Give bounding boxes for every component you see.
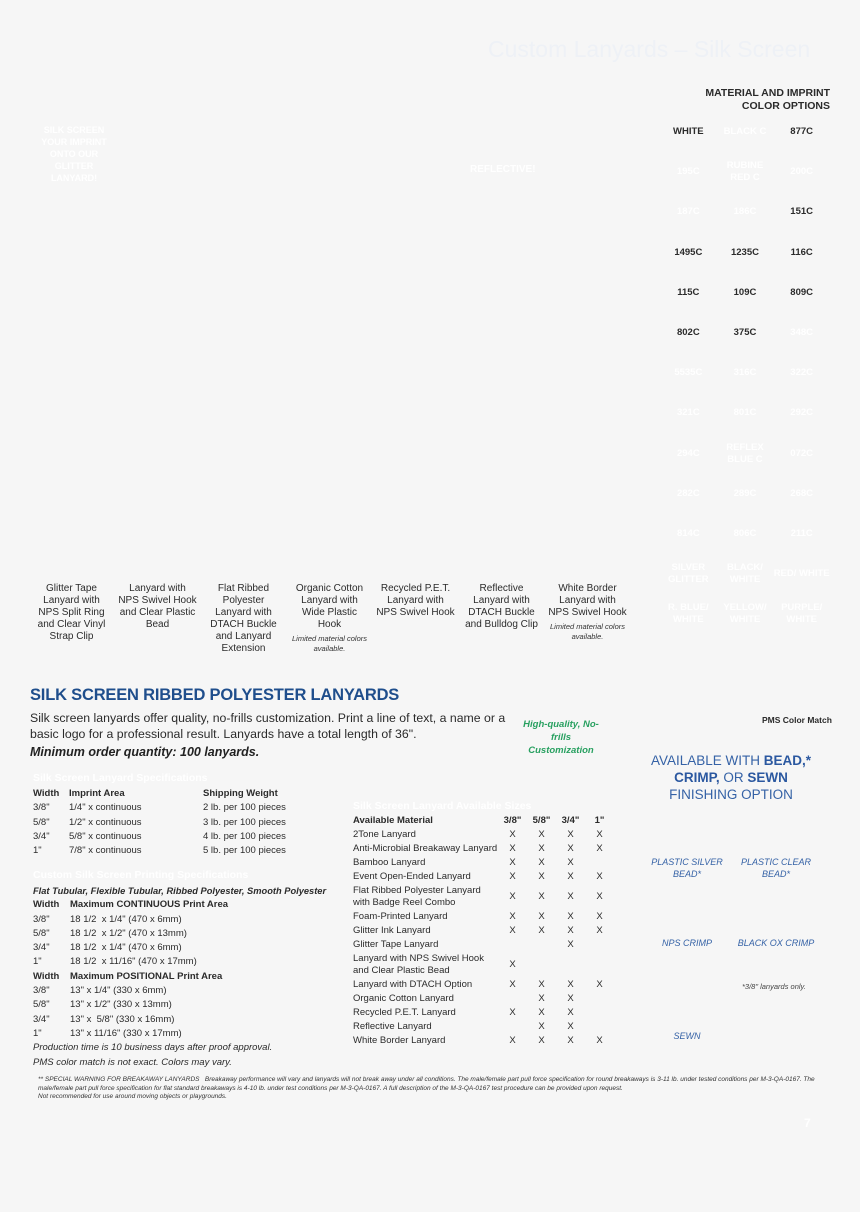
size-availability: X [567,979,574,990]
heading-line-2: COLOR OPTIONS [741,100,830,112]
size-availability: X [509,979,516,990]
size-availability [498,1020,527,1034]
section-title: SILK SCREEN RIBBED POLYESTER LANYARDS [30,686,400,704]
print-area-row [33,1027,333,1041]
color-swatch-label: WHITE [673,126,704,138]
table-row [33,830,286,844]
size-availability: X [538,1021,545,1032]
material-name: 2Tone Lanyard [353,829,416,840]
table-row [353,978,614,992]
size-availability: X [567,843,574,854]
material-name: Organic Cotton Lanyard [353,993,454,1004]
size-availability [585,992,614,1006]
material-name: White Border Lanyard [353,1035,446,1046]
size-availability [556,952,585,978]
size-availability: X [538,925,545,936]
color-swatch-label: PURPLE/ WHITE [781,602,823,626]
product-caption [286,583,373,655]
width-label: Width [33,899,60,911]
table-cell: 3/4" [33,830,50,842]
table-row [353,1020,614,1034]
size-availability: X [538,911,545,922]
size-availability [498,992,527,1006]
column-header: Shipping Weight [203,788,278,799]
product-note: Limited material colors available. [291,634,368,653]
size-availability: X [567,993,574,1004]
product-name: Lanyard with NPS Swivel Hook and Clear Plastic Bead [118,583,197,630]
width-value: 1" [33,956,42,968]
print-area-value: 13" x 1/4" (330 x 6mm) [70,985,167,997]
specifications-table [33,787,286,858]
material-name: Foam-Printed Lanyard [353,911,448,922]
heading-line-1: MATERIAL AND IMPRINT [705,87,830,99]
print-area-value: 18 1/2 x 1/4" (470 x 6mm) [70,913,182,925]
size-availability: X [596,891,603,902]
print-area-row [33,998,333,1012]
size-availability: X [596,925,603,936]
size-availability: X [509,857,516,868]
table-row [353,870,614,884]
material-name: Anti-Microbial Breakaway Lanyard [353,843,498,854]
table-cell: 7/8" x continuous [69,845,142,857]
reflective-callout: REFLECTIVE! [470,164,536,175]
color-swatch-label: 195C [676,166,700,178]
size-availability: X [567,925,574,936]
table-cell: 4 lb. per 100 pieces [203,830,286,842]
print-area-row [33,955,333,969]
page-title: Custom Lanyards – Silk Screen [488,36,811,62]
size-availability: X [538,979,545,990]
finishing-crimp: CRIMP, [674,770,720,785]
product-caption [114,583,201,655]
color-swatch-grid [660,112,830,634]
material-options-heading [705,87,830,113]
breakaway-warning [38,1076,838,1102]
color-swatch-label: RUBINE RED C [726,160,764,184]
size-availability [527,938,556,952]
table-row [353,1006,614,1020]
color-swatch-label: 814C [676,527,700,539]
color-swatch-label: 321C [676,407,700,419]
table-header-row [33,787,286,801]
promo-callout: SILK SCREEN YOUR IMPRINT ONTO OUR GLITTER LANYARD! [41,125,107,183]
label-bold: POSITIONAL [116,970,175,982]
material-name: Event Open-Ended Lanyard [353,871,471,882]
material-name: Lanyard with NPS Swivel Hook and Clear Plastic Bead [353,953,484,976]
print-area-value: 13" x 11/16" (330 x 17mm) [70,1027,182,1039]
size-availability: X [596,871,603,882]
material-name: Glitter Tape Lanyard [353,939,439,950]
size-availability: X [596,911,603,922]
size-availability [585,1020,614,1034]
color-swatch-label: SILVER GLITTER [668,562,709,586]
print-area-value: 18 1/2 x 11/16" (470 x 17mm) [70,956,197,968]
size-availability: X [538,829,545,840]
width-value: 3/4" [33,942,50,954]
printing-materials: Flat Tubular, Flexible Tubular, Ribbed Polyester, Smooth Polyester [33,886,327,896]
column-header: Width [33,788,60,799]
table-cell: 2 lb. per 100 pieces [203,802,286,814]
print-area-row [33,913,333,927]
printing-specs [33,884,333,1070]
color-swatch-label: 187C [676,206,700,218]
positional-header [33,970,333,984]
section-intro: Silk screen lanyards offer quality, no-frills customization. Print a line of text, a name or a basic logo for a professional result. Lanyards have a total length of 36". [30,711,506,741]
color-swatch-label: BLACK C [723,126,767,138]
size-availability: X [596,843,603,854]
size-availability: X [509,1007,516,1018]
color-swatch-label: 348C [790,327,814,339]
size-availability: X [567,871,574,882]
print-area-value: 13" x 1/2" (330 x 13mm) [70,999,172,1011]
table-cell: 1" [33,845,42,857]
size-availability [585,938,614,952]
size-availability: X [596,1035,603,1046]
color-swatch-label: 289C [733,487,757,499]
material-name: Flat Ribbed Polyester Lanyard with Badge Reel Combo [353,885,481,908]
width-value: 3/8" [33,985,50,997]
finishing-bead: BEAD,* [763,753,812,768]
size-availability: X [567,1021,574,1032]
width-value: 1" [33,1027,42,1039]
size-availability: X [567,1035,574,1046]
color-swatch-label: 072C [790,447,814,459]
size-availability: X [567,911,574,922]
width-value: 5/8" [33,999,50,1011]
size-availability: X [538,891,545,902]
product-captions [28,583,630,655]
column-header: 5/8" [532,815,551,826]
table-cell: 5 lb. per 100 pieces [203,845,286,857]
black-ox-crimp-option: BLACK OX CRIMP [737,938,815,948]
color-swatch-label: 294C [676,447,700,459]
color-swatch-label: R. BLUE/ WHITE [668,602,709,626]
table-row [353,992,614,1006]
material-name: Glitter Ink Lanyard [353,925,431,936]
product-name: Glitter Tape Lanyard with NPS Split Ring and Clear Vinyl Strap Clip [37,583,106,642]
table-cell: 1/4" x continuous [69,802,142,814]
width-value: 5/8" [33,927,50,939]
color-swatch-label: BLACK/ WHITE [727,562,763,586]
color-swatch-label: 115C [677,286,700,298]
size-availability [585,1006,614,1020]
warning-title: ** SPECIAL WARNING FOR BREAKAWAY LANYARDS [38,1076,200,1083]
size-availability: X [509,829,516,840]
column-header: Available Material [353,815,433,826]
color-swatch-label: 109C [733,286,757,298]
material-name: Recycled P.E.T. Lanyard [353,1007,456,1018]
column-header: 3/8" [503,815,522,826]
specifications-heading: Silk Screen Lanyard Specifications [33,772,208,784]
size-availability [527,952,556,978]
product-caption [28,583,115,655]
table-row [353,828,614,842]
width-value: 3/4" [33,1013,50,1025]
product-caption [544,583,631,655]
size-availability: X [538,993,545,1004]
width-value: 3/8" [33,913,50,925]
color-swatch-label: 1235C [730,246,759,258]
color-swatch-label: 116C [790,246,813,258]
nps-crimp-option: NPS CRIMP [661,938,712,948]
color-swatch-label: 877C [790,126,814,138]
color-swatch-label: 5535C [674,367,703,379]
table-row [353,884,614,910]
color-swatch-label: 292C [790,407,814,419]
size-availability: X [509,1035,516,1046]
color-swatch-label: 1495C [674,246,703,258]
size-availability: X [509,891,516,902]
print-area-row [33,941,333,955]
product-name: White Border Lanyard with NPS Swivel Hook [548,583,627,618]
product-note: Limited material colors available. [549,622,626,641]
size-availability: X [538,843,545,854]
material-name: Reflective Lanyard [353,1021,432,1032]
size-availability: X [509,925,516,936]
continuous-header [33,898,333,912]
finishing-text: AVAILABLE WITH [650,753,764,768]
table-row [353,938,614,952]
finishing-text: FINISHING OPTION [669,787,793,802]
product-caption [200,583,287,655]
warning-line: Not recommended for use around moving objects or playgrounds. [38,1093,227,1100]
product-caption [458,583,545,655]
color-swatch-label: 316C [733,367,757,379]
size-availability: X [596,829,603,840]
color-swatch-label: 809C [790,286,814,298]
color-swatch-label: 375C [733,327,757,339]
size-availability: X [567,1007,574,1018]
plastic-silver-bead-option: PLASTIC SILVER BEAD* [651,857,723,879]
column-header: 1" [594,815,605,826]
finishing-text: OR [719,770,748,785]
product-name: Reflective Lanyard with DTACH Buckle and Bulldog Clip [465,583,538,630]
material-name: Lanyard with DTACH Option [353,979,473,990]
continuous-label [70,898,228,912]
table-row [33,801,286,815]
column-header: Imprint Area [69,788,125,799]
size-availability: X [509,911,516,922]
size-availability: X [538,871,545,882]
column-header: 3/4" [561,815,580,826]
color-swatch-label: 268C [790,487,814,499]
size-availability [498,938,527,952]
color-swatch-label: 801C [733,407,757,419]
table-row [33,816,286,830]
size-availability: X [538,857,545,868]
color-swatch-label: 806C [733,527,757,539]
label-bold: CONTINUOUS [116,899,181,911]
color-swatch-label: 322C [790,367,814,379]
table-cell: 5/8" x continuous [69,830,142,842]
size-availability: X [509,871,516,882]
table-row [353,924,614,938]
table-cell: 1/2" x continuous [69,816,142,828]
pms-color-match-label: PMS Color Match [762,715,832,725]
table-row [353,910,614,924]
tagline: High-quality, No-frills Customization [523,719,599,756]
table-cell: 3/8" [33,802,50,814]
page-number: 7 [804,1116,811,1130]
width-label: Width [33,970,60,982]
label-pre: Maximum [70,970,117,982]
print-area-row [33,927,333,941]
table-header-row [353,814,614,828]
size-availability: X [509,843,516,854]
plastic-clear-bead-option: PLASTIC CLEAR BEAD* [740,857,812,879]
finishing-options-heading [640,752,822,803]
table-row [33,844,286,858]
color-swatch-label: 151C [790,206,814,218]
table-cell: 5/8" [33,816,50,828]
size-availability: X [567,857,574,868]
color-swatch-label: 186C [733,206,757,218]
table-row [353,952,614,978]
color-note: PMS color match is not exact. Colors may vary. [33,1056,232,1068]
table-cell: 3 lb. per 100 pieces [203,816,286,828]
label-post: Print Area [174,970,223,982]
color-swatch-label: 802C [676,327,700,339]
size-availability: X [596,979,603,990]
product-name: Flat Ribbed Polyester Lanyard with DTACH Buckle and Lanyard Extension [210,583,277,654]
finishing-sewn: SEWN [747,770,788,785]
printing-specs-heading: Custom Silk Screen Printing Specifications [33,869,249,881]
table-row [353,842,614,856]
product-caption [372,583,459,655]
product-name: Organic Cotton Lanyard with Wide Plastic Hook [295,583,364,630]
color-swatch-label: 211C [790,527,813,539]
available-sizes-table [353,814,614,1048]
size-availability [585,952,614,978]
print-area-value: 18 1/2 x 1/2" (470 x 13mm) [70,927,187,939]
production-note: Production time is 10 business days after proof approval. [33,1042,273,1054]
print-area-row [33,1013,333,1027]
available-sizes-heading: Silk Screen Lanyard Available Sizes [353,800,532,812]
color-swatch-label: YELLOW/ WHITE [723,602,767,626]
print-area-value: 13" x 5/8" (330 x 16mm) [70,1013,175,1025]
table-row [353,1034,614,1048]
warning-body: Breakaway performance will vary and lanyards will not break away under all conditions. The male/female part pull force specification for round breakaways is 3-11 lb. under tested conditions per M-3-QA-0167. The male/female part pull force specification for flat standard breakaways is 4-10 lb. under test conditions per M-3-QA-0167. A full description of the M-3-QA-0167 test procedure can be provided upon request. [38,1076,815,1092]
product-name: Recycled P.E.T. Lanyard with NPS Swivel Hook [376,583,455,618]
size-availability: X [567,891,574,902]
color-swatch-label: RED/ WHITE [773,568,830,580]
minimum-order-quantity: Minimum order quantity: 100 lanyards. [30,745,260,759]
positional-label [70,970,222,984]
size-availability: X [538,1035,545,1046]
material-name: Bamboo Lanyard [353,857,426,868]
sewn-option: SEWN [673,1031,701,1041]
size-availability: X [509,959,516,970]
color-swatch-label: 200C [790,166,814,178]
color-swatch-label: 282C [676,487,700,499]
size-availability: X [567,939,574,950]
print-area-row [33,984,333,998]
size-availability: X [567,829,574,840]
label-post: Print Area [180,899,229,911]
size-availability: X [538,1007,545,1018]
size-availability [585,856,614,870]
print-area-value: 18 1/2 x 1/4" (470 x 6mm) [70,942,182,954]
bead-footnote: *3/8" lanyards only. [742,982,806,991]
label-pre: Maximum [70,899,117,911]
color-swatch-label: REFLEX BLUE C [726,441,764,465]
table-row [353,856,614,870]
